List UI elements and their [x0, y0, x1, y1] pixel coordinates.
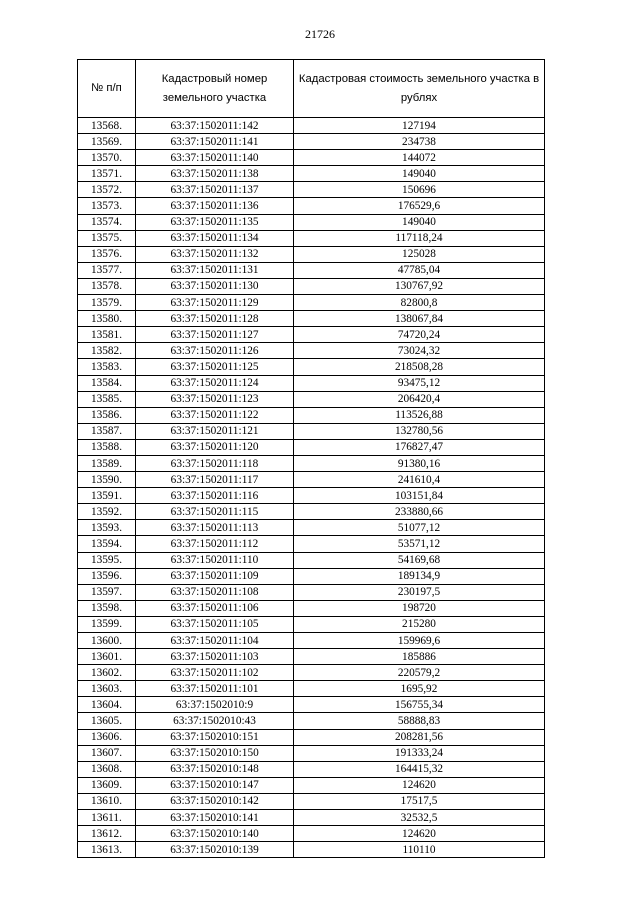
cadastral-number-cell: 63:37:1502010:139 — [136, 842, 294, 858]
cadastral-number-cell: 63:37:1502011:106 — [136, 600, 294, 616]
cadastral-value-cell: 74720,24 — [294, 327, 545, 343]
row-number-cell: 13610. — [78, 793, 136, 809]
cadastral-number-cell: 63:37:1502011:105 — [136, 616, 294, 632]
row-number-cell: 13609. — [78, 777, 136, 793]
table-row — [78, 745, 545, 761]
table-header-row — [78, 60, 545, 118]
cadastral-number-cell: 63:37:1502011:104 — [136, 633, 294, 649]
table-row — [78, 552, 545, 568]
cadastral-value-cell: 191333,24 — [294, 745, 545, 761]
table-row — [78, 295, 545, 311]
page-number: 21726 — [305, 27, 335, 41]
cadastral-number-cell: 63:37:1502011:103 — [136, 649, 294, 665]
cadastral-number-cell: 63:37:1502010:141 — [136, 810, 294, 826]
cadastral-value-cell: 47785,04 — [294, 262, 545, 278]
cadastral-value-cell: 117118,24 — [294, 230, 545, 246]
table-row — [78, 166, 545, 182]
cadastral-number-cell: 63:37:1502011:142 — [136, 118, 294, 134]
table-body — [78, 118, 545, 858]
cadastral-number-cell: 63:37:1502011:117 — [136, 472, 294, 488]
row-number-cell: 13592. — [78, 504, 136, 520]
row-number-cell: 13591. — [78, 488, 136, 504]
cadastral-value-cell: 218508,28 — [294, 359, 545, 375]
cadastral-value-cell: 176827,47 — [294, 439, 545, 455]
cadastral-number-cell: 63:37:1502011:129 — [136, 295, 294, 311]
cadastral-number-cell: 63:37:1502011:125 — [136, 359, 294, 375]
cadastral-number-cell: 63:37:1502011:109 — [136, 568, 294, 584]
table-row — [78, 439, 545, 455]
table-row — [78, 713, 545, 729]
row-number-cell: 13613. — [78, 842, 136, 858]
cadastral-value-cell: 206420,4 — [294, 391, 545, 407]
cadastral-number-cell: 63:37:1502011:101 — [136, 681, 294, 697]
cadastral-number-cell: 63:37:1502011:130 — [136, 278, 294, 294]
row-number-cell: 13603. — [78, 681, 136, 697]
table-row — [78, 584, 545, 600]
cadastral-number-cell: 63:37:1502011:128 — [136, 311, 294, 327]
cadastral-number-cell: 63:37:1502011:134 — [136, 230, 294, 246]
table-row — [78, 118, 545, 134]
cadastral-number-cell: 63:37:1502011:135 — [136, 214, 294, 230]
cadastral-value-cell: 215280 — [294, 616, 545, 632]
table-row — [78, 278, 545, 294]
row-number-cell: 13602. — [78, 665, 136, 681]
table-row — [78, 649, 545, 665]
table-row — [78, 681, 545, 697]
cadastral-number-cell: 63:37:1502011:110 — [136, 552, 294, 568]
table-row — [78, 391, 545, 407]
row-number-cell: 13581. — [78, 327, 136, 343]
row-number-cell: 13598. — [78, 600, 136, 616]
cadastral-value-cell: 32532,5 — [294, 810, 545, 826]
table-row — [78, 327, 545, 343]
row-number-cell: 13596. — [78, 568, 136, 584]
cadastral-value-cell: 241610,4 — [294, 472, 545, 488]
table-row — [78, 455, 545, 471]
cadastral-value-cell: 233880,66 — [294, 504, 545, 520]
table-row — [78, 633, 545, 649]
cadastral-value-cell: 127194 — [294, 118, 545, 134]
cadastral-number-cell: 63:37:1502011:120 — [136, 439, 294, 455]
row-number-cell: 13604. — [78, 697, 136, 713]
table-row — [78, 246, 545, 262]
cadastral-number-cell: 63:37:1502011:138 — [136, 166, 294, 182]
row-number-cell: 13608. — [78, 761, 136, 777]
table-row — [78, 600, 545, 616]
cadastral-value-cell: 91380,16 — [294, 455, 545, 471]
cadastral-value-cell: 110110 — [294, 842, 545, 858]
cadastral-value-cell: 164415,32 — [294, 761, 545, 777]
row-number-cell: 13599. — [78, 616, 136, 632]
table-row — [78, 520, 545, 536]
cadastral-value-cell: 159969,6 — [294, 633, 545, 649]
row-number-cell: 13589. — [78, 455, 136, 471]
table-row — [78, 359, 545, 375]
table-row — [78, 214, 545, 230]
table-row — [78, 697, 545, 713]
row-number-cell: 13569. — [78, 134, 136, 150]
cadastral-number-cell: 63:37:1502011:123 — [136, 391, 294, 407]
cadastral-number-cell: 63:37:1502010:43 — [136, 713, 294, 729]
row-number-cell: 13574. — [78, 214, 136, 230]
table-row — [78, 826, 545, 842]
row-number-cell: 13568. — [78, 118, 136, 134]
cadastral-number-cell: 63:37:1502010:148 — [136, 761, 294, 777]
cadastral-number-cell: 63:37:1502011:121 — [136, 423, 294, 439]
cadastral-value-cell: 149040 — [294, 214, 545, 230]
table-row — [78, 423, 545, 439]
table-row — [78, 665, 545, 681]
cadastral-number-cell: 63:37:1502011:108 — [136, 584, 294, 600]
cadastral-value-cell: 144072 — [294, 150, 545, 166]
cadastral-value-cell: 113526,88 — [294, 407, 545, 423]
table-row — [78, 150, 545, 166]
cadastral-number-cell: 63:37:1502011:131 — [136, 262, 294, 278]
table-row — [78, 407, 545, 423]
table-row — [78, 777, 545, 793]
row-number-cell: 13576. — [78, 246, 136, 262]
row-number-cell: 13594. — [78, 536, 136, 552]
cadastral-value-cell: 124620 — [294, 826, 545, 842]
cadastral-number-cell: 63:37:1502011:112 — [136, 536, 294, 552]
table-row — [78, 134, 545, 150]
cadastral-value-table — [77, 59, 545, 858]
cadastral-value-cell: 124620 — [294, 777, 545, 793]
table-row — [78, 810, 545, 826]
cadastral-value-cell: 51077,12 — [294, 520, 545, 536]
cadastral-number-cell: 63:37:1502010:151 — [136, 729, 294, 745]
cadastral-value-cell: 17517,5 — [294, 793, 545, 809]
cadastral-value-cell: 125028 — [294, 246, 545, 262]
cadastral-value-cell: 230197,5 — [294, 584, 545, 600]
table-row — [78, 311, 545, 327]
header-cadastral-value: Кадастровая стоимость земельного участка в рублях — [294, 60, 545, 118]
cadastral-number-cell: 63:37:1502011:126 — [136, 343, 294, 359]
row-number-cell: 13585. — [78, 391, 136, 407]
row-number-cell: 13571. — [78, 166, 136, 182]
cadastral-number-cell: 63:37:1502010:140 — [136, 826, 294, 842]
row-number-cell: 13607. — [78, 745, 136, 761]
table-row — [78, 182, 545, 198]
table-row — [78, 504, 545, 520]
row-number-cell: 13578. — [78, 278, 136, 294]
cadastral-number-cell: 63:37:1502010:147 — [136, 777, 294, 793]
row-number-cell: 13606. — [78, 729, 136, 745]
row-number-cell: 13612. — [78, 826, 136, 842]
cadastral-number-cell: 63:37:1502010:150 — [136, 745, 294, 761]
table-row — [78, 842, 545, 858]
cadastral-number-cell: 63:37:1502011:136 — [136, 198, 294, 214]
cadastral-value-cell: 58888,83 — [294, 713, 545, 729]
row-number-cell: 13579. — [78, 295, 136, 311]
table-row — [78, 375, 545, 391]
row-number-cell: 13577. — [78, 262, 136, 278]
row-number-cell: 13570. — [78, 150, 136, 166]
row-number-cell: 13583. — [78, 359, 136, 375]
cadastral-number-cell: 63:37:1502010:142 — [136, 793, 294, 809]
header-row-number: № п/п — [78, 60, 136, 118]
table-row — [78, 568, 545, 584]
cadastral-value-cell: 103151,84 — [294, 488, 545, 504]
cadastral-value-cell: 149040 — [294, 166, 545, 182]
cadastral-value-cell: 130767,92 — [294, 278, 545, 294]
row-number-cell: 13573. — [78, 198, 136, 214]
table-row — [78, 472, 545, 488]
cadastral-number-cell: 63:37:1502011:118 — [136, 455, 294, 471]
row-number-cell: 13582. — [78, 343, 136, 359]
cadastral-value-cell: 189134,9 — [294, 568, 545, 584]
cadastral-value-cell: 176529,6 — [294, 198, 545, 214]
table-row — [78, 262, 545, 278]
row-number-cell: 13584. — [78, 375, 136, 391]
row-number-cell: 13605. — [78, 713, 136, 729]
table-row — [78, 343, 545, 359]
cadastral-number-cell: 63:37:1502011:141 — [136, 134, 294, 150]
cadastral-value-cell: 220579,2 — [294, 665, 545, 681]
row-number-cell: 13593. — [78, 520, 136, 536]
row-number-cell: 13580. — [78, 311, 136, 327]
row-number-cell: 13611. — [78, 810, 136, 826]
row-number-cell: 13595. — [78, 552, 136, 568]
table-row — [78, 488, 545, 504]
header-cadastral-number: Кадастровый номер земельного участка — [136, 60, 294, 118]
row-number-cell: 13600. — [78, 633, 136, 649]
cadastral-value-cell: 150696 — [294, 182, 545, 198]
row-number-cell: 13587. — [78, 423, 136, 439]
cadastral-number-cell: 63:37:1502011:115 — [136, 504, 294, 520]
table-row — [78, 793, 545, 809]
cadastral-value-cell: 208281,56 — [294, 729, 545, 745]
row-number-cell: 13586. — [78, 407, 136, 423]
row-number-cell: 13588. — [78, 439, 136, 455]
cadastral-value-cell: 53571,12 — [294, 536, 545, 552]
row-number-cell: 13601. — [78, 649, 136, 665]
cadastral-number-cell: 63:37:1502011:127 — [136, 327, 294, 343]
row-number-cell: 13575. — [78, 230, 136, 246]
table-row — [78, 536, 545, 552]
cadastral-number-cell: 63:37:1502011:116 — [136, 488, 294, 504]
cadastral-value-cell: 185886 — [294, 649, 545, 665]
cadastral-value-cell: 138067,84 — [294, 311, 545, 327]
table-row — [78, 729, 545, 745]
cadastral-number-cell: 63:37:1502011:113 — [136, 520, 294, 536]
cadastral-number-cell: 63:37:1502011:137 — [136, 182, 294, 198]
cadastral-value-cell: 156755,34 — [294, 697, 545, 713]
cadastral-number-cell: 63:37:1502011:140 — [136, 150, 294, 166]
row-number-cell: 13597. — [78, 584, 136, 600]
row-number-cell: 13572. — [78, 182, 136, 198]
cadastral-value-cell: 132780,56 — [294, 423, 545, 439]
cadastral-number-cell: 63:37:1502011:102 — [136, 665, 294, 681]
cadastral-number-cell: 63:37:1502011:132 — [136, 246, 294, 262]
cadastral-number-cell: 63:37:1502010:9 — [136, 697, 294, 713]
cadastral-value-cell: 54169,68 — [294, 552, 545, 568]
cadastral-value-cell: 73024,32 — [294, 343, 545, 359]
table-row — [78, 616, 545, 632]
cadastral-value-cell: 1695,92 — [294, 681, 545, 697]
table-row — [78, 761, 545, 777]
row-number-cell: 13590. — [78, 472, 136, 488]
table-row — [78, 198, 545, 214]
cadastral-value-cell: 234738 — [294, 134, 545, 150]
table-row — [78, 230, 545, 246]
cadastral-number-cell: 63:37:1502011:124 — [136, 375, 294, 391]
cadastral-value-cell: 93475,12 — [294, 375, 545, 391]
cadastral-number-cell: 63:37:1502011:122 — [136, 407, 294, 423]
cadastral-value-cell: 198720 — [294, 600, 545, 616]
cadastral-value-cell: 82800,8 — [294, 295, 545, 311]
